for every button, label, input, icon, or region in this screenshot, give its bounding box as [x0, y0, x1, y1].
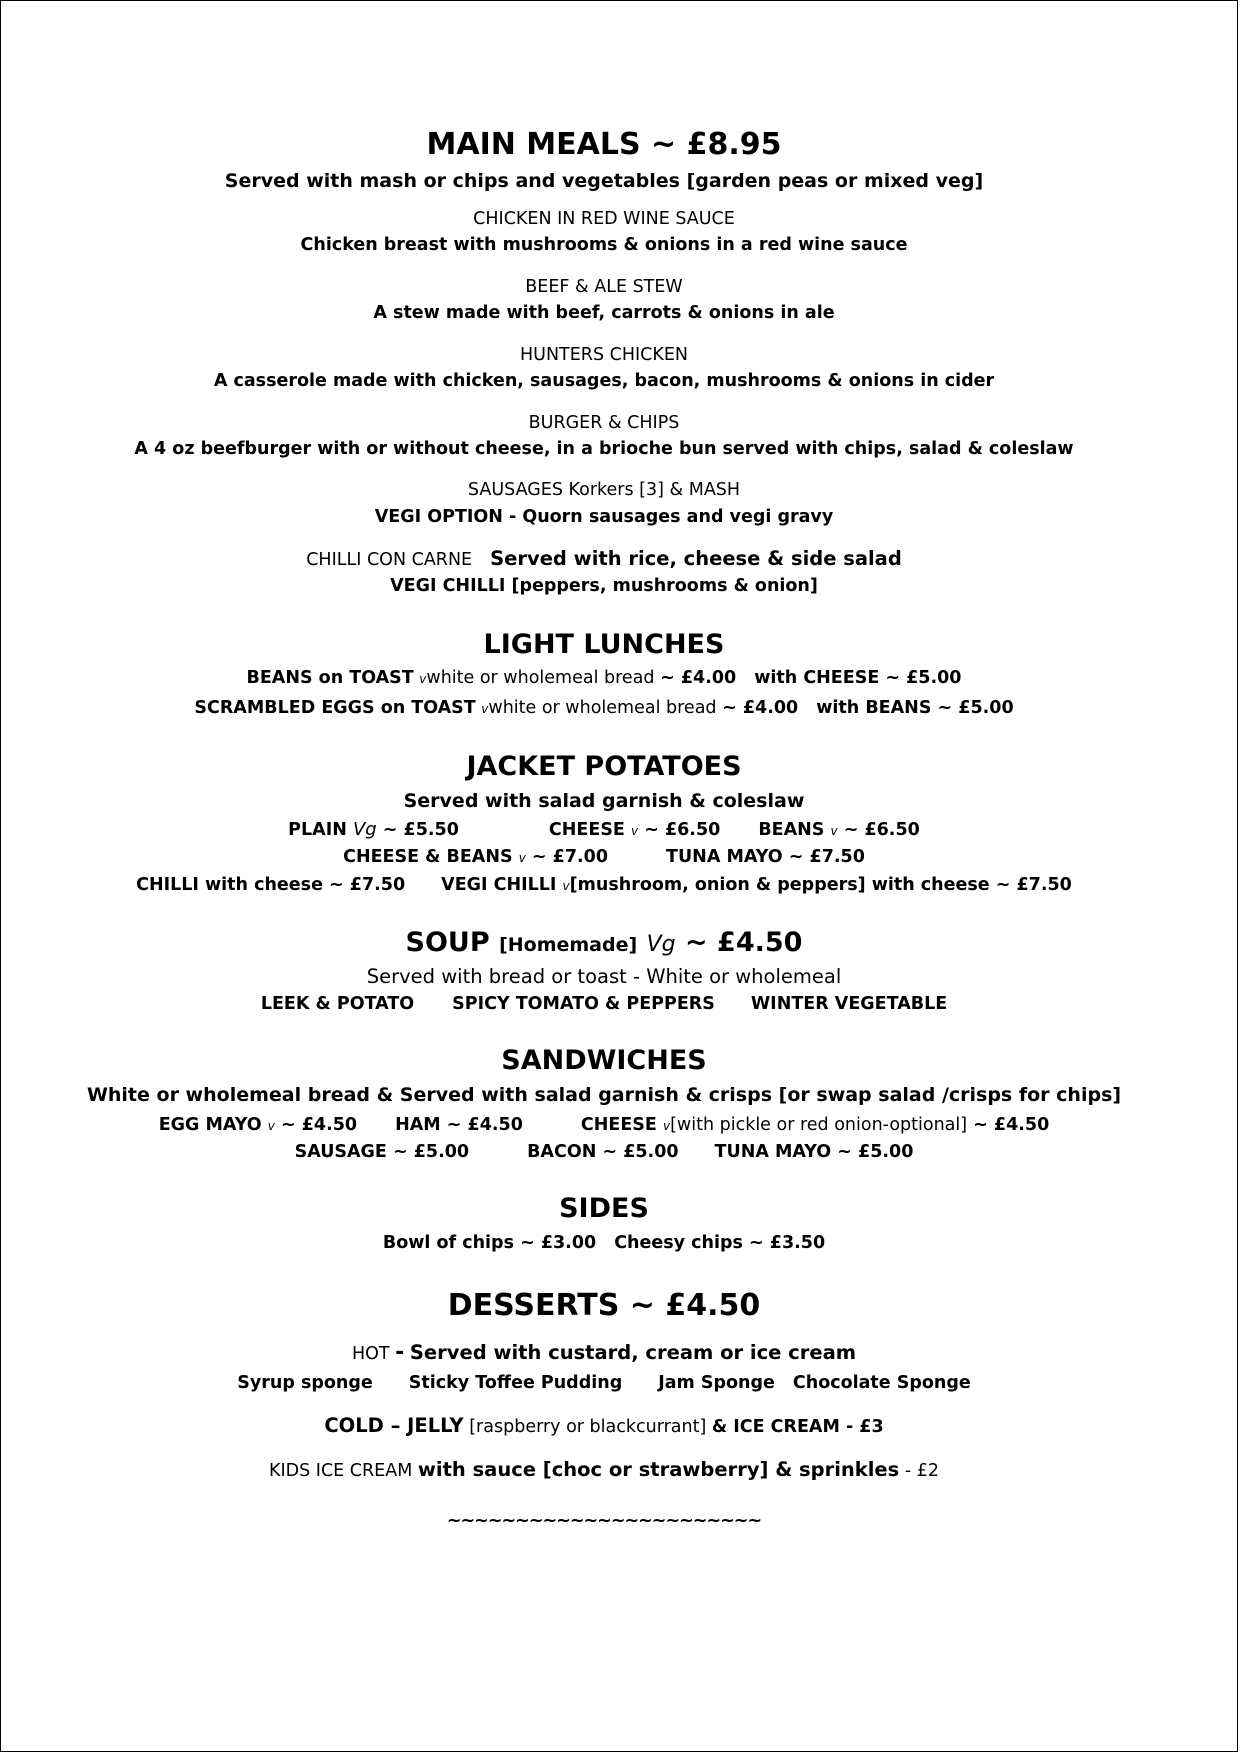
soup-variety: WINTER VEGETABLE	[750, 994, 948, 1014]
jacket-item: PLAIN	[288, 820, 347, 840]
sandwich-item: CHEESE	[580, 1115, 657, 1135]
jacket-item: CHEESE & BEANS	[343, 847, 513, 867]
chilli-con-carne-line	[1, 547, 1207, 570]
sandwich-item: BACON ~ £5.00	[527, 1142, 679, 1162]
footer-tilde-divider: ~~~~~~~~~~~~~~~~~~~~~~~	[446, 1511, 762, 1531]
meal-desc: A casserole made with chicken, sausages, bacon, mushrooms & onions in cider	[213, 371, 995, 391]
vegetarian-mark: v	[518, 851, 526, 865]
vegetarian-mark: v	[562, 879, 570, 893]
vegan-mark: Vg	[352, 819, 377, 840]
sandwich-item: SAUSAGE ~ £5.00	[294, 1142, 470, 1162]
sandwiches-title: SANDWICHES	[501, 1045, 707, 1076]
jacket-price: ~ £5.50	[382, 820, 459, 840]
jacket-item: TUNA MAYO ~ £7.50	[666, 847, 865, 867]
meal-desc: A 4 oz beefburger with or without cheese, in a brioche bun served with chips, salad & coleslaw	[134, 439, 1074, 459]
jacket-row	[1, 875, 1207, 895]
meal-name: BEEF & ALE STEW	[525, 277, 683, 297]
dessert-item: Jam Sponge	[658, 1373, 775, 1393]
meal-note: Served with rice, cheese & side salad	[490, 547, 902, 570]
desserts-title: DESSERTS ~ £4.50	[447, 1288, 761, 1323]
cold-dessert-line	[1, 1414, 1207, 1437]
main-meals-title: MAIN MEALS ~ £8.95	[426, 127, 782, 162]
meal-name: CHICKEN IN RED WINE SAUCE	[473, 209, 735, 229]
sandwich-item: EGG MAYO	[158, 1115, 262, 1135]
vegetarian-mark: v	[419, 672, 427, 686]
hot-dash: -	[395, 1340, 405, 1365]
soup-homemade: [Homemade]	[499, 934, 638, 956]
vegetarian-mark: v	[630, 824, 639, 838]
soup-title-line	[1, 927, 1207, 958]
lunch-name: BEANS on TOAST	[246, 668, 414, 688]
jacket-item: CHEESE	[548, 820, 625, 840]
lunch-price: ~ £4.00	[722, 698, 799, 718]
lunch-name: SCRAMBLED EGGS on TOAST	[194, 698, 476, 718]
sides-row	[1, 1233, 1207, 1253]
vegan-mark: Vg	[646, 932, 676, 957]
jacket-row	[1, 847, 1207, 867]
meal-name: SAUSAGES Korkers [3] & MASH	[467, 480, 741, 500]
cold-label: COLD – JELLY	[324, 1414, 464, 1437]
kids-label: KIDS ICE CREAM	[269, 1461, 413, 1481]
soup-title: SOUP	[405, 927, 490, 958]
lunch-row	[1, 698, 1207, 718]
sponge-row	[1, 1373, 1207, 1393]
meal-desc: VEGI CHILLI [peppers, mushrooms & onion]	[390, 576, 818, 596]
lunch-bread: white or wholemeal bread	[488, 698, 717, 718]
jacket-item: BEANS	[758, 820, 825, 840]
kids-dessert-line	[1, 1458, 1207, 1481]
vegetarian-mark: v	[267, 1119, 275, 1133]
lunch-price: ~ £4.00	[660, 668, 737, 688]
vegetarian-mark: v	[830, 824, 838, 838]
meal-name: CHILLI CON CARNE	[306, 550, 473, 570]
soup-varieties	[1, 994, 1207, 1014]
sandwich-note: [with pickle or red onion-optional]	[670, 1115, 968, 1135]
sides-title: SIDES	[559, 1193, 649, 1224]
vegetarian-mark: v	[481, 702, 489, 716]
hot-dessert-line	[1, 1340, 1207, 1365]
meal-name: BURGER & CHIPS	[528, 413, 680, 433]
soup-variety: SPICY TOMATO & PEPPERS	[452, 994, 715, 1014]
vegetarian-mark: v	[662, 1119, 671, 1133]
hot-note: Served with custard, cream or ice cream	[409, 1341, 857, 1364]
soup-variety: LEEK & POTATO	[260, 994, 415, 1014]
light-lunches-title: LIGHT LUNCHES	[483, 629, 725, 660]
jacket-item-rest: [mushroom, onion & peppers] with cheese ~ £7.50	[569, 875, 1072, 895]
lunch-extra: with BEANS ~ £5.00	[816, 698, 1014, 718]
lunch-bread: white or wholemeal bread	[426, 668, 655, 688]
cold-flavours: [raspberry or blackcurrant]	[469, 1417, 707, 1437]
jacket-item: CHILLI with cheese ~ £7.50	[136, 875, 406, 895]
soup-served: Served with bread or toast - White or wholemeal	[366, 965, 842, 988]
sandwich-price: ~ £4.50	[280, 1115, 358, 1135]
sandwich-price: ~ £4.50	[973, 1115, 1050, 1135]
meal-name: HUNTERS CHICKEN	[519, 345, 689, 365]
soup-price: ~ £4.50	[685, 927, 803, 958]
meal-desc: Chicken breast with mushrooms & onions in a red wine sauce	[300, 235, 908, 255]
side-item: Cheesy chips ~ £3.50	[614, 1233, 826, 1253]
jacket-price: ~ £7.00	[531, 847, 609, 867]
main-meals-subtitle: Served with mash or chips and vegetables [garden peas or mixed veg]	[224, 170, 984, 192]
jacket-price: ~ £6.50	[843, 820, 920, 840]
meal-desc: VEGI OPTION - Quorn sausages and vegi gravy	[374, 507, 834, 527]
cold-rest: & ICE CREAM - £3	[711, 1417, 884, 1437]
sandwich-item: TUNA MAYO ~ £5.00	[714, 1142, 914, 1162]
sandwich-row	[1, 1115, 1207, 1135]
hot-label: HOT	[351, 1344, 390, 1364]
sandwich-item: HAM ~ £4.50	[395, 1115, 523, 1135]
dessert-item: Chocolate Sponge	[792, 1373, 971, 1393]
jacket-item: VEGI CHILLI	[441, 875, 557, 895]
sandwich-row	[1, 1142, 1207, 1162]
dessert-item: Syrup sponge	[237, 1373, 373, 1393]
side-item: Bowl of chips ~ £3.00	[382, 1233, 597, 1253]
jacket-row	[1, 819, 1207, 840]
sandwiches-subtitle: White or wholemeal bread & Served with salad garnish & crisps [or swap salad /crisps for chips]	[86, 1084, 1122, 1106]
lunch-extra: with CHEESE ~ £5.00	[754, 668, 962, 688]
kids-price: - £2	[904, 1461, 939, 1481]
jacket-price: ~ £6.50	[644, 820, 721, 840]
kids-note: with sauce [choc or strawberry] & sprinkles	[417, 1458, 900, 1481]
meal-desc: A stew made with beef, carrots & onions in ale	[373, 303, 835, 323]
lunch-row	[1, 668, 1207, 688]
jacket-potatoes-title: JACKET POTATOES	[466, 751, 742, 782]
dessert-item: Sticky Toffee Pudding	[408, 1373, 623, 1393]
jacket-subtitle: Served with salad garnish & coleslaw	[403, 790, 805, 812]
